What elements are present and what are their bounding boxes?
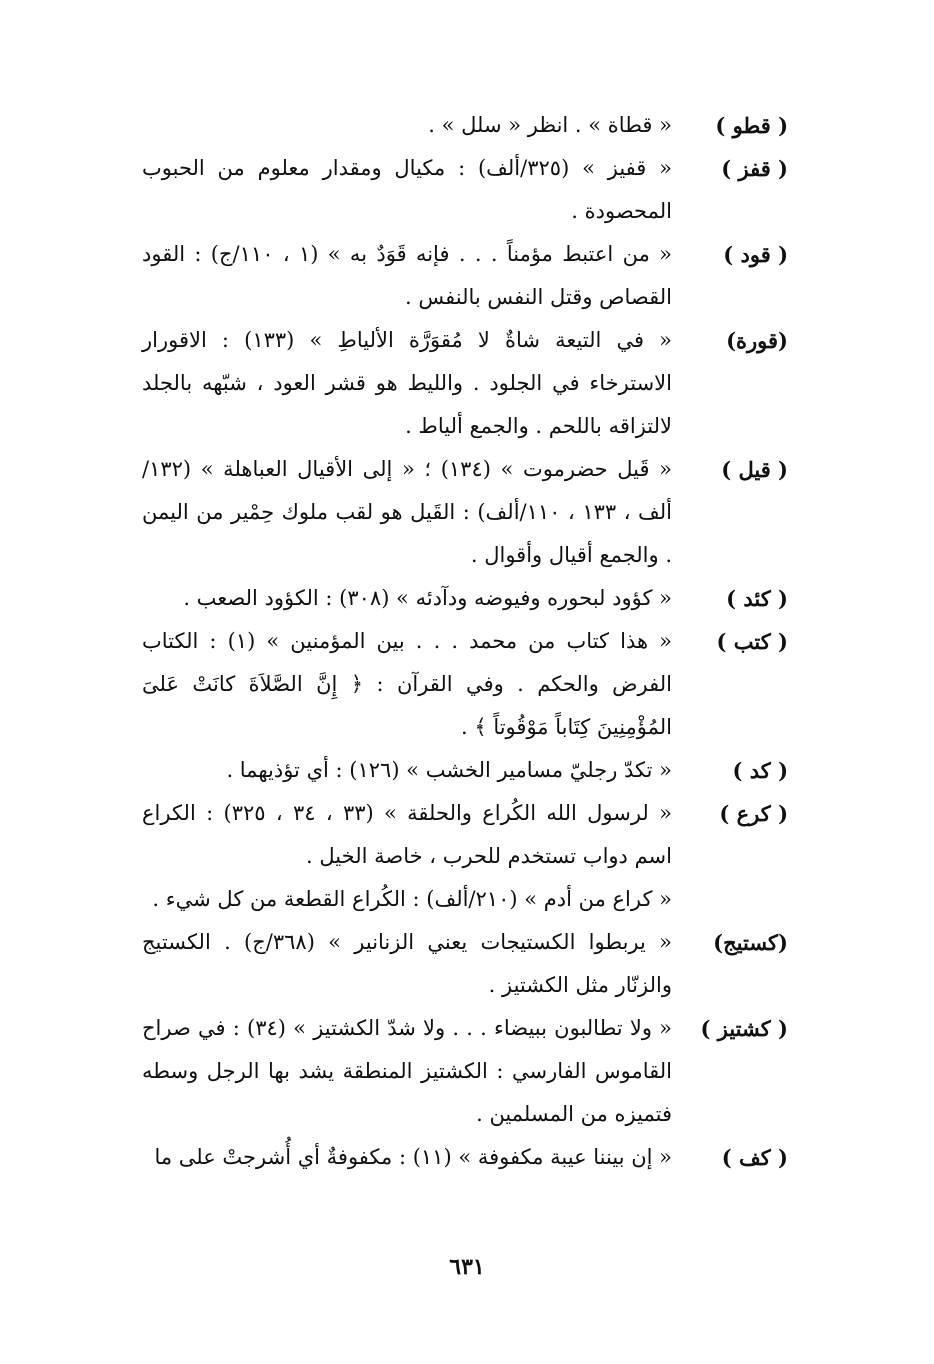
entry-headword: ( قفز )	[721, 156, 788, 181]
entry-definition	[142, 1136, 672, 1179]
entry-kd	[142, 749, 788, 792]
entry-kad	[142, 577, 788, 620]
definition-paragraph: « تكدّ رجليّ مسامير الخشب » (١٢٦) : أي تؤذيهما .	[226, 758, 672, 782]
entry-definition	[142, 921, 672, 1007]
entry-qwrh	[142, 319, 788, 448]
entry-headword: ( كف )	[721, 1145, 788, 1170]
definition-paragraph: « يربطوا الكستيجات يعني الزنانير » (٣٦٨/ج) . الكستيج والزنّار مثل الكشتيز .	[142, 930, 672, 997]
entry-definition	[142, 792, 672, 921]
entry-definition	[142, 1007, 672, 1136]
entry-qyl	[142, 448, 788, 577]
entry-kf	[142, 1136, 788, 1179]
entry-headword: ( قود )	[723, 242, 788, 267]
entry-ktb	[142, 620, 788, 749]
definition-paragraph: « لرسول الله الكُراع والحلقة » (٣٣ ، ٣٤ ، ٣٢٥) : الكراع اسم دواب تستخدم للحرب ، خاصة الخيل .	[142, 801, 672, 868]
entry-qwd	[142, 233, 788, 319]
entry-definition	[142, 448, 672, 577]
definition-paragraph: « قفيز » (٣٢٥/ألف) : مكيال ومقدار معلوم من الحبوب المحصودة .	[142, 156, 672, 223]
entry-headword: (قورة)	[726, 328, 788, 353]
entry-headword: ( كتب )	[716, 629, 788, 654]
entry-qfz	[142, 147, 788, 233]
entry-definition	[142, 147, 672, 233]
entry-qtw	[142, 104, 788, 147]
definition-paragraph: « قطاة » . انظر « سلل » .	[428, 113, 672, 137]
definition-paragraph: « في التيعة شاةٌ لا مُقوَرَّة الألياطِ » (١٣٣) : الاقورار الاسترخاء في الجلود . والليط هو قشر العود ، شبّهه بالجلد لالتزاقه باللحم . والجمع ألياط .	[142, 328, 672, 438]
definition-paragraph: « كراع من أدم » (٢١٠/ألف) : الكُراع القطعة من كل شيء .	[152, 887, 672, 911]
entry-kr	[142, 792, 788, 921]
entry-headword: ( كئد )	[726, 586, 788, 611]
definition-paragraph: « قَيل حضرموت » (١٣٤) ؛ « إلى الأقيال العباهلة » (١٣٢/ ألف ، ١٣٣ ، ١١٠/ألف) : القَيل هو لقب ملوك حِمْير من اليمن . والجمع أقيال وأقوال .	[142, 457, 672, 567]
entry-headword: ( قطو )	[715, 113, 788, 138]
entry-headword: ( قيل )	[721, 457, 788, 482]
definition-paragraph: « ولا تطالبون ببيضاء . . . ولا شدّ الكشتيز » (٣٤) : في صراح القاموس الفارسي : الكشتيز المنطقة يشد بها الرجل وسطه فتميزه من المسلمين .	[142, 1016, 673, 1126]
entry-definition	[142, 233, 672, 319]
entry-headword: ( كرع )	[719, 801, 788, 826]
entry-definition	[142, 620, 672, 749]
definition-paragraph: « هذا كتاب من محمد . . . بين المؤمنين » (١) : الكتاب الفرض والحكم . وفي القرآن : ﴿ إِنَّ الصَّلاَةَ كانَتْ عَلىَ المُؤْمِنِينَ كِتَاباً مَوْقُوتاً ﴾ .	[142, 629, 672, 739]
entry-kshtyz	[142, 1007, 788, 1136]
entry-definition	[142, 749, 672, 792]
page-number: ٦٣١	[449, 1254, 485, 1280]
entry-definition	[142, 104, 672, 147]
entry-headword: (كستيج)	[713, 930, 788, 955]
entry-definition	[142, 577, 672, 620]
entry-list	[142, 104, 788, 1179]
definition-paragraph: « إن بيننا عيبة مكفوفة » (١١) : مكفوفةٌ أي أُشرجتْ على ما	[154, 1145, 672, 1169]
entry-headword: ( كشتيز )	[700, 1016, 788, 1041]
definition-paragraph: « من اعتبط مؤمناً . . . فإنه قَوَدٌ به » (١ ، ١١٠/ج) : القود القصاص وقتل النفس بالنفس .	[142, 242, 672, 309]
definition-paragraph: « كؤود لبحوره وفيوضه ودآدئه » (٣٠٨) : الكؤود الصعب .	[183, 586, 672, 610]
entry-headword: ( كد )	[732, 758, 788, 783]
entry-kstyj	[142, 921, 788, 1007]
entry-definition	[142, 319, 672, 448]
